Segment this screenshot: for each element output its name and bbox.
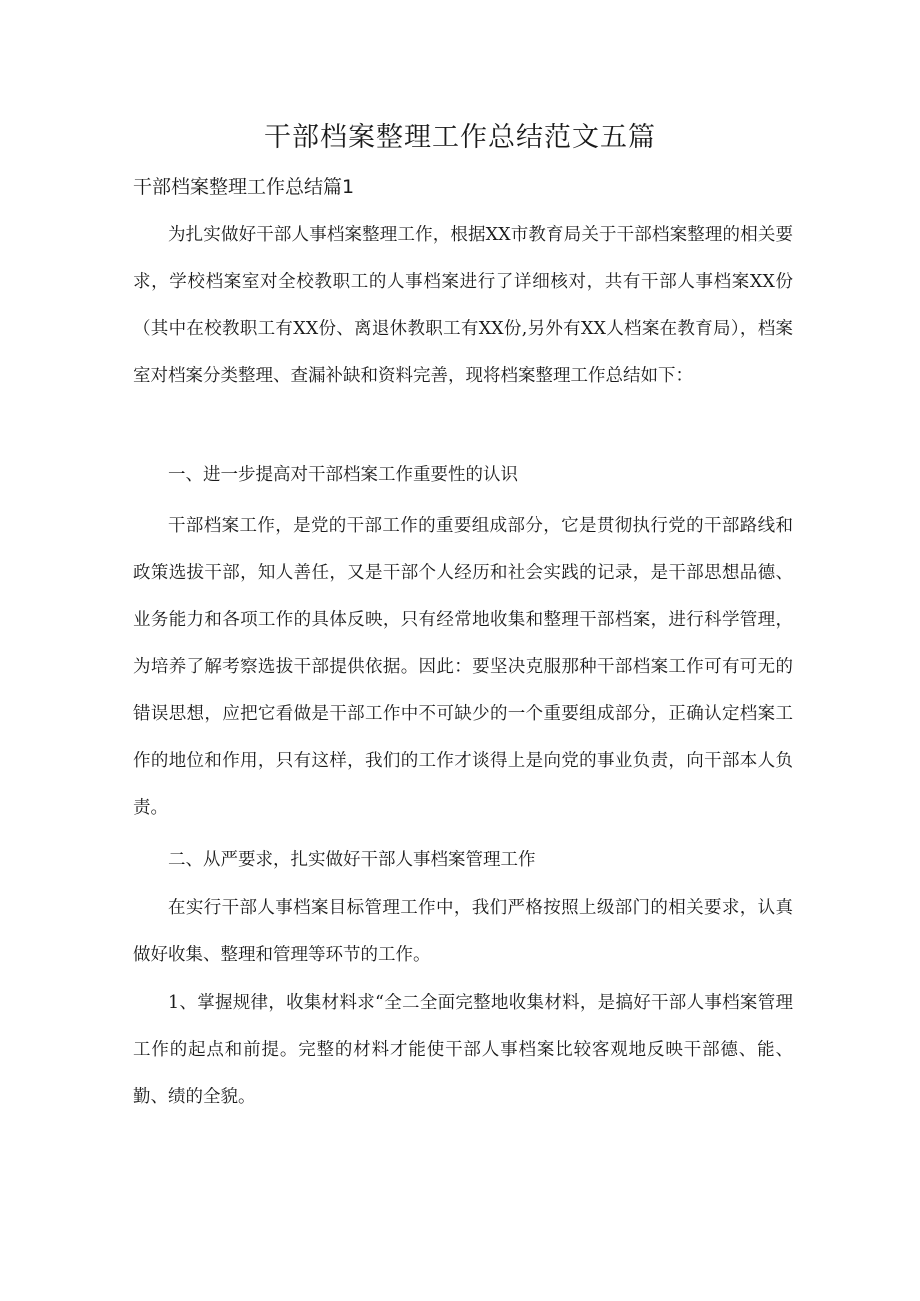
paragraph-management: 在实行干部人事档案目标管理工作中，我们严格按照上级部门的相关要求，认真做好收集、整理和管理等环节的工作。 — [133, 898, 793, 965]
section-heading: 干部档案整理工作总结篇1 — [133, 176, 355, 198]
paragraph-importance: 干部档案工作，是党的干部工作的重要组成部分，它是贯彻执行党的干部路线和政策选拔干部，知人善任，又是干部个人经历和社会实践的记录，是干部思想品德、业务能力和各项工作的具体反映，只有经常地收集和整理干部档案，进行科学管理，为培养了解考察选拔干部提供依据。因此：要坚决克服那种干部档案工作可有可无的错误思想，应把它看做是干部工作中不可缺少的一个重要组成部分，正确认定档案工作的地位和作用，只有这样，我们的工作才谈得上是向党的事业负责，向干部本人负责。 — [133, 516, 793, 818]
paragraph-intro: 为扎实做好干部人事档案整理工作，根据XX市教育局关于干部档案整理的相关要求，学校档案室对全校教职工的人事档案进行了详细核对，共有干部人事档案XX份（其中在校教职工有XX份、离退休教职工有XX份,另外有XX人档案在教育局），档案室对档案分类整理、查漏补缺和资料完善，现将档案整理工作总结如下： — [133, 225, 793, 386]
paragraph-heading-one: 一、进一步提高对干部档案工作重要性的认识 — [168, 465, 518, 485]
paragraph-collection: 1、掌握规律，收集材料求“全二全面完整地收集材料，是搞好干部人事档案管理工作的起点和前提。完整的材料才能使干部人事档案比较客观地反映干部德、能、勤、绩的全貌。 — [133, 993, 793, 1107]
paragraph-heading-two: 二、从严要求，扎实做好干部人事档案管理工作 — [168, 850, 536, 870]
document-title: 干部档案整理工作总结范文五篇 — [264, 122, 656, 153]
